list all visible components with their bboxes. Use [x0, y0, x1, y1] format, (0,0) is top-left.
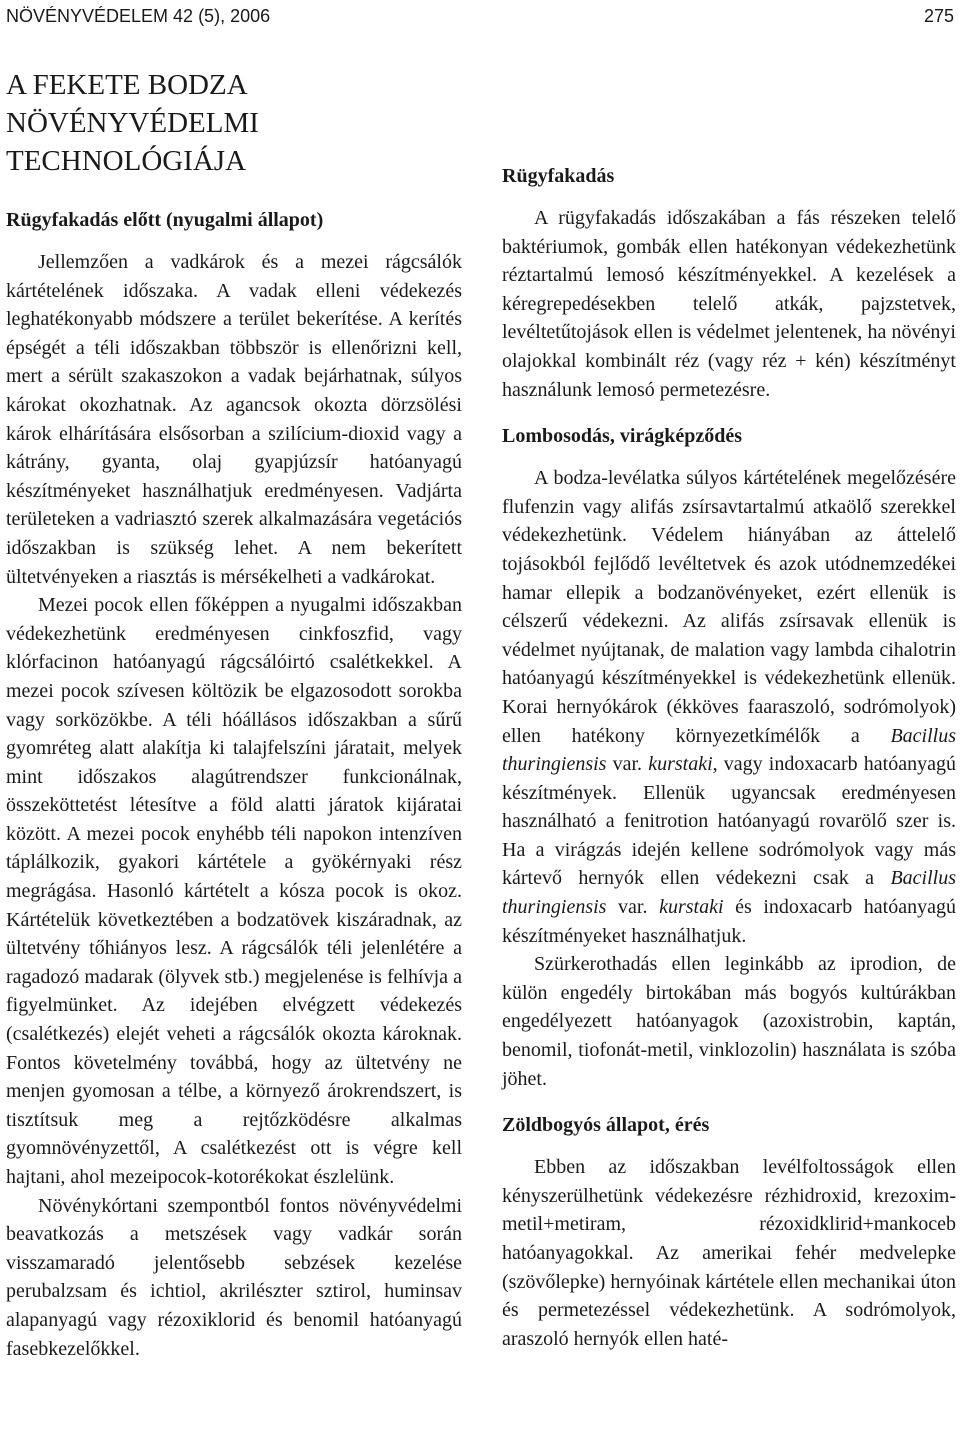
left-column: [6, 66, 462, 1363]
var-text: var.: [606, 896, 660, 919]
right-column: [502, 66, 956, 1353]
page-number: 275: [923, 6, 954, 26]
foliage-text-c: és indoxacarb hatóanyagú készítményeket használhatjuk.: [502, 896, 956, 947]
paragraph-foliage-1: [502, 464, 956, 950]
species-name: Bacillus thuringiensis: [502, 867, 956, 919]
species-name: Bacillus thuringiensis: [502, 724, 956, 776]
paragraph-green-berry-1: Ebben az időszakban levélfoltosságok ellen kényszerülhetünk védekezésre rézhidroxid, krezoxim-metil+metiram, rézoxidklirid+mankoceb hatóanyagokkal. Az amerikai fehér medvelepke (szövőlepke) hernyóinak kártétele ellen mechanikai úton és permetezéssel védekezhetünk. A sodrómolyok, araszoló hernyók ellen haté-: [502, 1156, 956, 1350]
subspecies-name: kurstaki: [648, 753, 713, 776]
section-heading-dormant: Rügyfakadás előtt (nyugalmi állapot): [6, 209, 324, 231]
section-heading-foliage: Lombosodás, virágképződés: [502, 425, 743, 448]
running-header: [6, 0, 954, 34]
var-text: var.: [606, 753, 649, 776]
paragraph-foliage-2: Szürkerothadás ellen leginkább az iprodion, de külön engedély birtokában más bogyós kultúrákban engedélyezett hatóanyagok (azoxistrobin, kaptán, benomil, tiofonát-metil, vinklozolin) használata is szóba jöhet.: [502, 953, 956, 1090]
section-heading-green-berry: Zöldbogyós állapot, érés: [502, 1114, 710, 1137]
article-title: A FEKETE BODZA NÖVÉNYVÉDELMI TECHNOLÓGIÁJA: [6, 69, 259, 177]
subspecies-name: kurstaki: [659, 896, 724, 919]
paragraph-dormant-2: Mezei pocok ellen főképpen a nyugalmi időszakban védekezhetünk eredményesen cinkfoszfid, vagy klórfacinon hatóanyagú rágcsálóirtó csalétkekkel. A mezei pocok szívesen költözik be elgazosodott sorokba vagy sorközökbe. A téli hóállásos időszakban a sűrű gyomréteg alatt alakítja ki talajfelszíni járatait, melyek mint időszakos alagútrendszer funkcionálnak, összeköttetést létesítve a föld alatti járatok kijáratai között. A mezei pocok enyhébb téli napokon intenzíven táplálkozik, gyakori kártétele a gyökérnyaki rész megrágása. Hasonló kártételt a kósza pocok is okoz. Kártételük következtében a bodzatövek kiszáradnak, az ültetvény tőhiányos lesz. A rágcsálók téli jelenlétére a ragadozó madarak (ölyvek stb.) megjelenése is felhívja a figyelmünket. Az idejében elvégzett védekezés (csalétkezés) elejét veheti a rágcsálók okozta károknak. Fontos követelmény továbbá, hogy az ültetvény ne menjen gyomosan a télbe, a környező árokrendszert, is tisztítsuk meg a rejtőzködésre alkalmas gyomnövényzettől, A csalétkezést ott is végre kell hajtani, ahol mezeipocok-kotorékokat észlelünk.: [6, 594, 462, 1188]
section-heading-budbreak: Rügyfakadás: [502, 165, 615, 187]
paragraph-budbreak-1: A rügyfakadás időszakában a fás részeken telelő baktériumok, gombák ellen hatékonyan védekezhetünk réztartalmú lemosó készítményekkel. A kezelések a kéregrepedésekben telelő atkák, pajzstetvek, levéltetűtojások ellen is védelmet jelentenek, ha növényi olajokkal kombinált réz (vagy réz + kén) készítményt használunk lemosó permetezésre.: [502, 207, 956, 401]
foliage-text-b: , vagy indoxacarb hatóanyagú készítmények. Ellenük ugyancsak eredményesen használható a fenitrotion hatóanyagú rovarölő szer is. Ha a virágzás idején kellene sodrómolyok vagy más kártevő hernyók ellen védekezni csak a: [502, 753, 956, 890]
paragraph-dormant-3: Növénykórtani szempontból fontos növényvédelmi beavatkozás a metszések vagy vadkár során visszamaradó jelentősebb sebzések kezelése perubalzsam és ichtiol, akrilészter sztirol, huminsav alapanyagú vagy rézoxiklorid és benomil hatóanyagú fasebkezelőkkel.: [6, 1194, 462, 1360]
journal-reference: NÖVÉNYVÉDELEM 42 (5), 2006: [6, 6, 271, 26]
paragraph-dormant-1: Jellemzően a vadkárok és a mezei rágcsálók kártételének időszaka. A vadak elleni védekezés leghatékonyabb módszere a terület bekerítése. A kerítés épségét a téli időszakban többször is ellenőrizni kell, mert a sérült szakaszokon a vadak bejárhatnak, súlyos károkat okozhatnak. Az agancsok okozta dörzsölési károk elhárítására elsősorban a szilícium-dioxid vagy a kátrány, gyanta, olaj gyapjúzsír hatóanyagú készítményeket használhatjuk eredményesen. Vadjárta területeken a vadriasztó szerek alkalmazására vegetációs időszakban is szükség lehet. A nem bekerített ültetvényeken a riasztás is mérsékelheti a vadkárokat.: [6, 251, 462, 588]
foliage-text-a: A bodza-levélatka súlyos kártételének megelőzésére flufenzin vagy alifás zsírsavtartalmú atkaölő szerekkel védekezhetünk. Védelem hiányában az áttelelő tojásokból fejlődő levéltetvek és azok utódnemzedékei hamar ellepik a bodzanövényeket, ezért ellenük is célszerű védekezni. Az alifás zsírsavak ellenük is védelmet nyújtanak, de malation vagy lambda cihalotrin hatóanyagú készítményekkel is védekezhetünk ellenük. Korai hernyókárok (ékköves faaraszoló, sodrómolyok) ellen hatékony környezetkímélők a: [502, 467, 956, 747]
